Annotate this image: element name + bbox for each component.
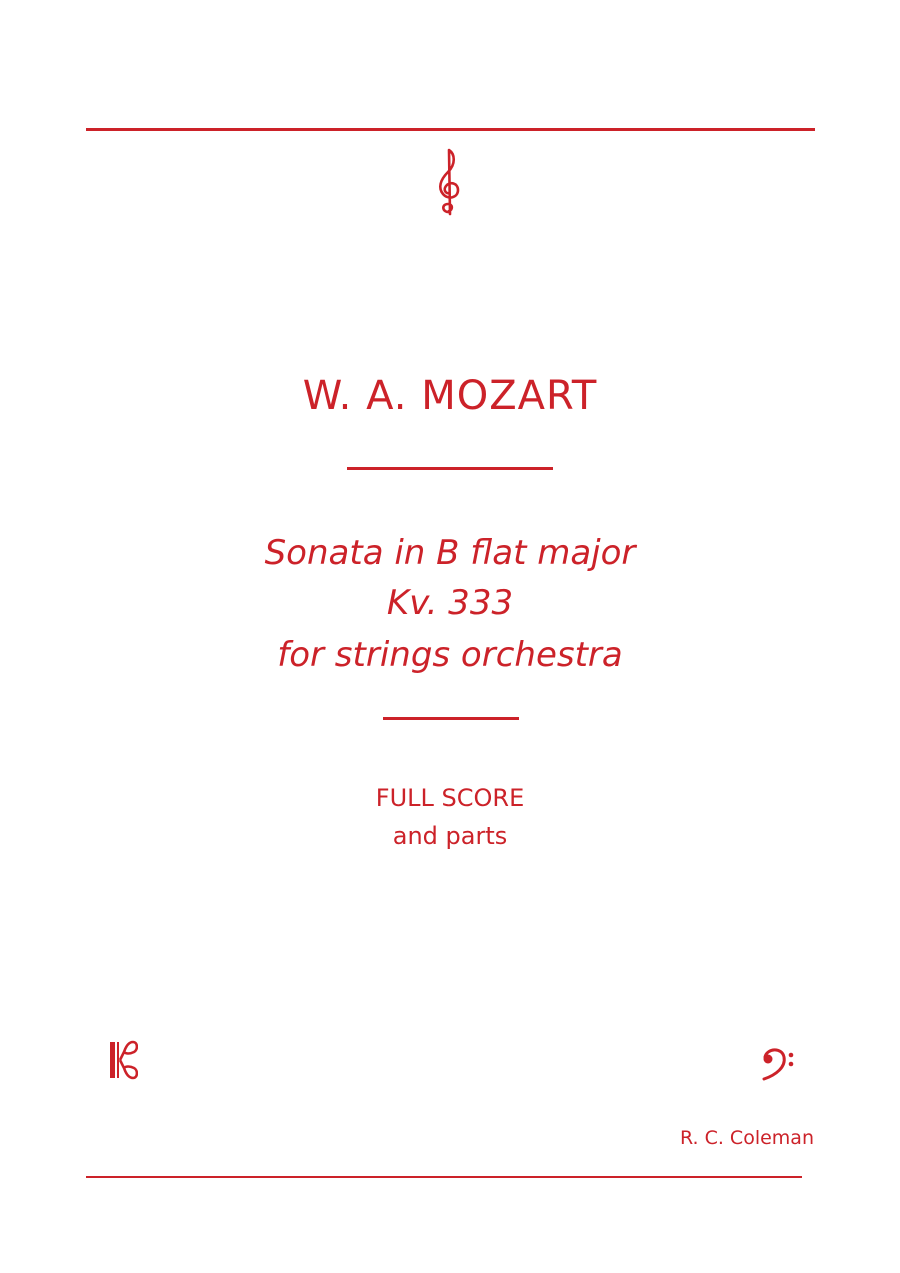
separator-rule <box>347 467 553 470</box>
instrumentation: for strings orchestra <box>277 635 623 675</box>
treble-clef-icon <box>434 146 464 218</box>
bass-clef-icon <box>760 1045 796 1083</box>
alto-clef-icon <box>108 1040 138 1080</box>
catalog-number: Kv. 333 <box>386 583 514 623</box>
arranger-name: R. C. Coleman <box>679 1127 814 1149</box>
title-line: Sonata in B flat major <box>264 533 636 573</box>
bottom-rule <box>86 1176 802 1178</box>
score-type: FULL SCORE <box>375 784 525 812</box>
score-subtitle: and parts <box>392 822 508 850</box>
top-rule <box>86 128 815 131</box>
composer-name: W. A. MOZART <box>302 373 598 419</box>
separator-rule <box>383 717 519 720</box>
